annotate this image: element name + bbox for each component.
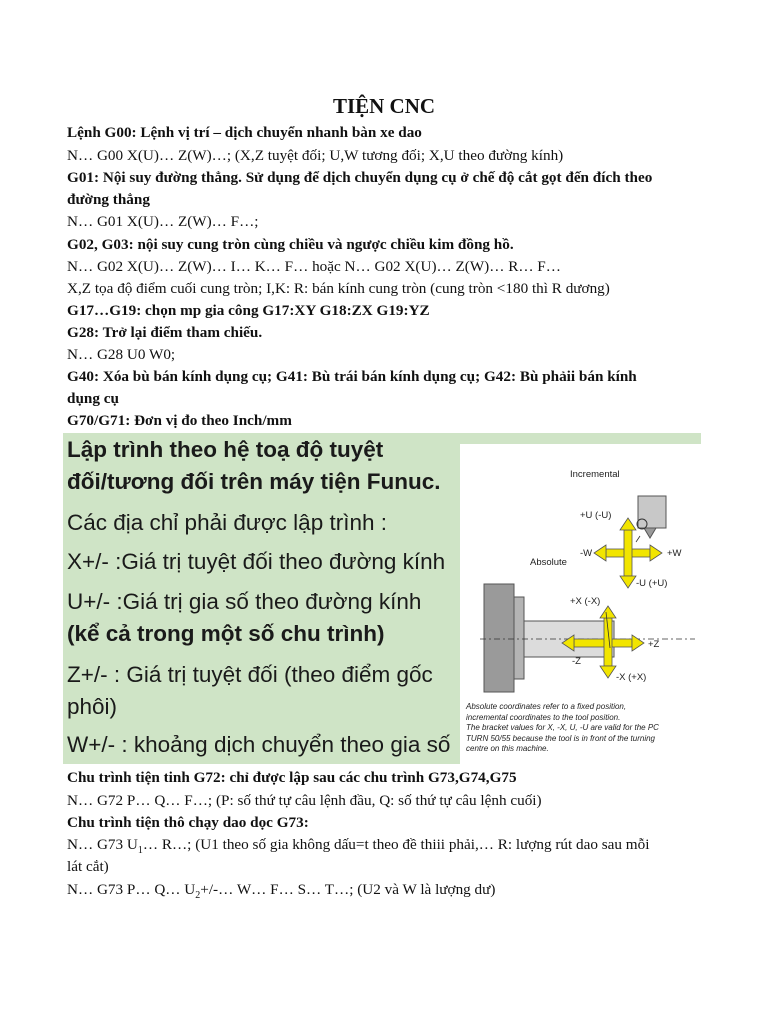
g73-syntax2-a: N… G73 P… Q… U [67, 881, 196, 898]
g73-heading: Chu trình tiện thô chạy dao dọc G73: [67, 814, 309, 831]
g73-subscript-2: 2 [195, 890, 201, 902]
g00-syntax: N… G00 X(U)… Z(W)…; (X,Z tuyệt đối; U,W tương đối; X,U theo đường kính) [67, 147, 564, 164]
g01-heading-cont: đường thẳng [67, 191, 150, 208]
u-arrow-bar [624, 530, 632, 576]
leader-line-2 [636, 536, 640, 542]
figure-x-line: X+/- :Giá trị tuyệt đối theo đường kính [67, 549, 446, 574]
figure-z-line-2: phôi) [67, 694, 118, 719]
x-arrow-bar [604, 618, 612, 666]
g17-heading: G17…G19: chọn mp gia công G17:XY G18:ZX G19:YZ [67, 302, 430, 319]
plus-x-arrow [600, 606, 616, 618]
figure-u-line: U+/- :Giá trị gia số theo đường kính [67, 589, 422, 614]
caption-line: Absolute coordinates refer to a fixed position, [466, 702, 627, 711]
g72-syntax: N… G72 P… Q… F…; (P: số thứ tự câu lệnh đầu, Q: số thứ tự câu lệnh cuối) [67, 792, 542, 809]
g40-heading: G40: Xóa bù bán kính dụng cụ; G41: Bù trái bán kính dụng cụ; G42: Bù phảii bán kính [67, 368, 637, 385]
g01-heading: G01: Nội suy đường thẳng. Sử dụng để dịch chuyển dụng cụ ở chế độ cắt gọt đến đích theo [67, 169, 653, 186]
coordinate-figure [63, 433, 701, 764]
chuck-jaw [514, 597, 524, 679]
figure-heading-1: Lập trình theo hệ toạ độ tuyệt [67, 437, 384, 462]
chuck-body [484, 584, 514, 692]
minus-z-label: -Z [572, 656, 581, 667]
figure-heading-2: đối/tương đối trên máy tiện Funuc. [67, 469, 441, 494]
g73-syntax-b: … R…; (U1 theo số gia không dấu=t theo đề thiii phải,… R: lượng rút dao sau mỗi [142, 836, 650, 853]
absolute-arrows [562, 606, 644, 678]
g73-syntax-2 [67, 879, 495, 907]
figure-z-line: Z+/- : Giá trị tuyệt đối (theo điểm gốc [67, 662, 433, 687]
plus-z-label: +Z [648, 639, 660, 650]
g02-note: X,Z tọa độ điểm cuối cung tròn; I,K: R: bán kính cung tròn (cung tròn <180 thì R dương) [67, 280, 610, 297]
caption-line: incremental coordinates to the tool position. [466, 712, 621, 722]
minus-u-arrow [620, 576, 636, 588]
g02-heading: G02, G03: nội suy cung tròn cùng chiều và ngược chiều kim đồng hồ. [67, 236, 514, 253]
tool-holder [638, 496, 666, 528]
minus-w-arrow [594, 545, 606, 561]
caption-line: centre on this machine. [466, 744, 549, 753]
minus-w-label: -W [580, 548, 593, 559]
plus-u-arrow [620, 518, 636, 530]
g70-heading: G70/G71: Đơn vị đo theo Inch/mm [67, 412, 292, 429]
figure-intro: Các địa chỉ phải được lập trình : [67, 510, 387, 535]
figure-w-line: W+/- : khoảng dịch chuyển theo gia số [67, 732, 451, 757]
minus-x-label: -X (+X) [616, 672, 647, 683]
figure-u-note: (kể cả trong một số chu trình) [67, 621, 385, 646]
caption-line: The bracket values for X, -X, U, -U are valid for the PC [466, 723, 659, 732]
g73-syntax-cont: lát cắt) [67, 858, 109, 875]
absolute-label: Absolute [530, 557, 567, 568]
z-arrow-bar [574, 639, 632, 647]
minus-x-arrow [600, 666, 616, 678]
lathe-axis-diagram [460, 444, 701, 764]
g02-syntax: N… G02 X(U)… Z(W)… I… K… F… hoặc N… G02 X(U)… Z(W)… R… F… [67, 258, 561, 275]
g00-heading: Lệnh G00: Lệnh vị trí – dịch chuyển nhanh bàn xe dao [67, 124, 422, 141]
caption-line: TURN 50/55 because the tool is in front of the turning [466, 733, 655, 743]
tool-tip [644, 528, 656, 538]
g72-heading: Chu trình tiện tinh G72: chỉ được lập sau các chu trình G73,G74,G75 [67, 769, 517, 786]
plus-u-label: +U (-U) [580, 510, 612, 521]
g40-heading-cont: dụng cụ [67, 390, 119, 407]
plus-w-arrow [650, 545, 662, 561]
plus-x-label: +X (-X) [570, 596, 601, 607]
lathe-diagram-svg [460, 444, 701, 694]
g01-syntax: N… G01 X(U)… Z(W)… F…; [67, 213, 259, 230]
g28-heading: G28: Trở lại điểm tham chiếu. [67, 324, 263, 341]
g28-syntax: N… G28 U0 W0; [67, 346, 176, 363]
g73-syntax [67, 834, 649, 862]
diagram-caption [466, 702, 698, 755]
incremental-label: Incremental [570, 469, 620, 480]
plus-w-label: +W [667, 548, 682, 559]
g73-syntax-a: N… G73 U [67, 836, 138, 853]
minus-u-label: -U (+U) [636, 578, 668, 589]
plus-z-arrow [632, 635, 644, 651]
g73-syntax2-b: +/-… W… F… S… T…; (U2 và W là lượng dư) [200, 881, 496, 898]
g73-subscript-1: 1 [137, 845, 143, 857]
page-title: TIỆN CNC [332, 94, 436, 118]
